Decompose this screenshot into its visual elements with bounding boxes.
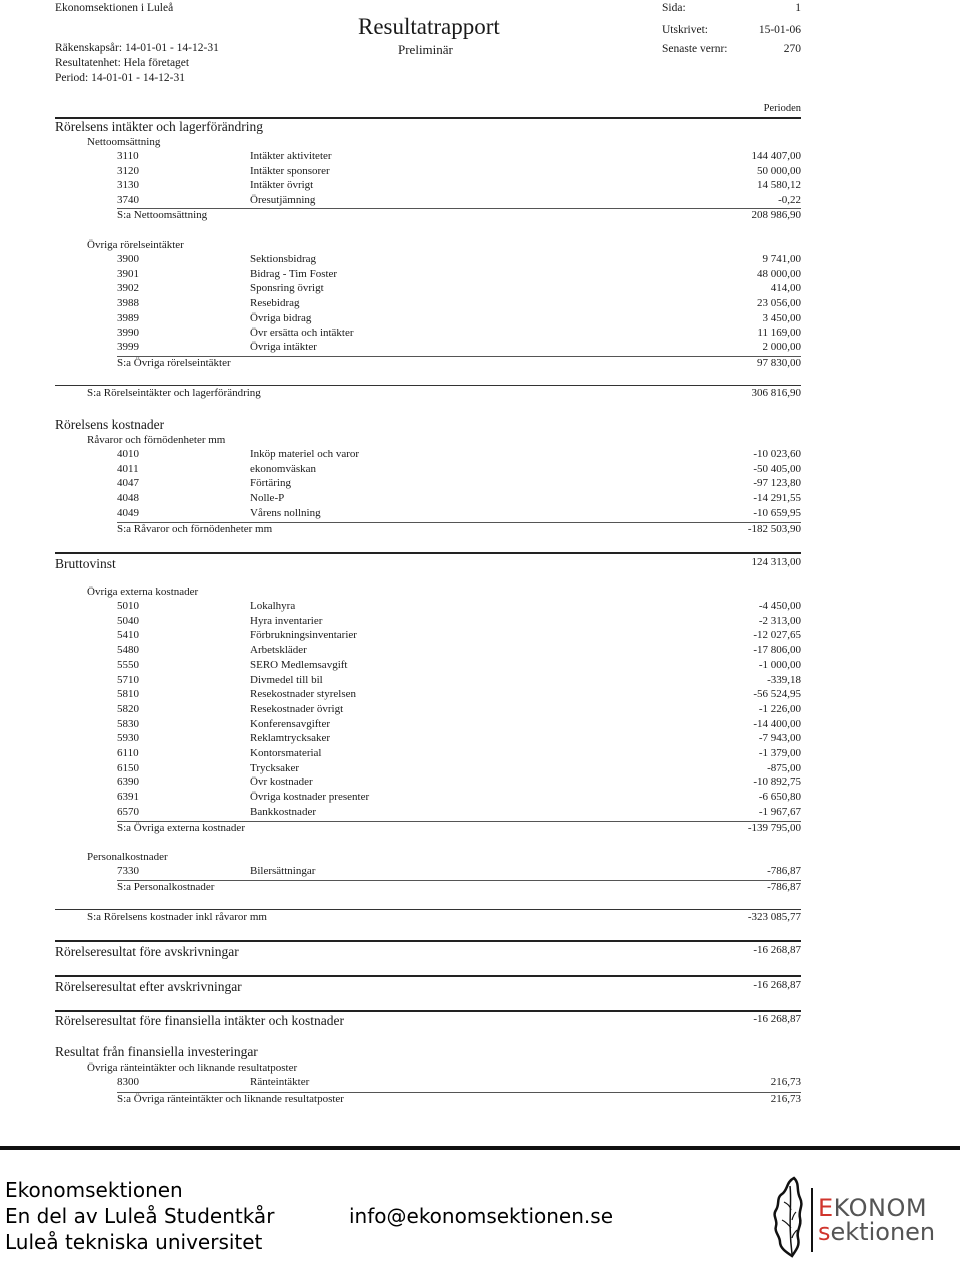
account-number: 6570 <box>117 805 139 818</box>
sum-amount: 216,73 <box>770 1093 801 1105</box>
result-rule <box>55 1010 801 1012</box>
account-amount: -14 400,00 <box>753 717 801 730</box>
account-row <box>0 448 960 463</box>
page-label: Sida: <box>662 2 686 14</box>
footer-org: Ekonomsektionen <box>5 1178 183 1202</box>
gross-row <box>0 556 960 571</box>
section-title: Rörelsens intäkter och lagerförändring <box>55 119 264 134</box>
account-number: 5410 <box>117 629 139 642</box>
section-sum-amount: -323 085,77 <box>747 911 801 923</box>
account-number: 5810 <box>117 688 139 701</box>
account-name: Divmedel till bil <box>250 673 323 686</box>
account-name: Öresutjämning <box>250 194 316 207</box>
account-name: Bilersättningar <box>250 865 316 877</box>
sum-row <box>0 209 960 224</box>
account-number: 5480 <box>117 644 139 657</box>
account-amount: 414,00 <box>770 282 801 295</box>
result-amount: -16 268,87 <box>753 944 801 956</box>
section-sum-rule <box>55 909 801 910</box>
account-number: 4011 <box>117 462 139 475</box>
gross-amount: 124 313,00 <box>751 556 801 568</box>
account-number: 3902 <box>117 282 139 295</box>
account-number: 3900 <box>117 253 139 265</box>
result-row <box>0 944 960 959</box>
footer <box>0 1150 960 1263</box>
result-label: Rörelseresultat efter avskrivningar <box>55 979 242 994</box>
account-row <box>0 312 960 327</box>
account-number: 5830 <box>117 717 139 730</box>
account-row <box>0 865 960 880</box>
footer-email[interactable]: info@ekonomsektionen.se <box>349 1204 613 1228</box>
account-amount: -50 405,00 <box>753 462 801 475</box>
printed-label: Utskrivet: <box>662 24 708 36</box>
account-row <box>0 629 960 644</box>
logo-letter-e: E <box>818 1194 834 1222</box>
account-amount: -786,87 <box>767 865 801 877</box>
account-name: Kontorsmaterial <box>250 747 322 759</box>
sum-amount: -182 503,90 <box>747 523 801 535</box>
account-row <box>0 477 960 492</box>
account-name: Intäkter sponsorer <box>250 164 330 177</box>
account-amount: -56 524,95 <box>753 688 801 701</box>
account-name: Arbetskläder <box>250 644 307 657</box>
account-number: 5010 <box>117 600 139 612</box>
account-name: Ränteintäkter <box>250 1076 310 1088</box>
account-name: Resebidrag <box>250 297 300 310</box>
logo-rest: ektionen <box>830 1218 936 1246</box>
account-number: 6390 <box>117 776 139 789</box>
report-subtitle: Preliminär <box>398 42 453 57</box>
logo-rest: KONOM <box>833 1194 928 1222</box>
account-row <box>0 507 960 522</box>
account-name: Bidrag - Tim Foster <box>250 267 338 280</box>
footer-affiliation: En del av Luleå Studentkår <box>5 1204 275 1228</box>
account-amount: -97 123,80 <box>753 477 801 490</box>
account-row <box>0 747 960 762</box>
account-name: Sponsring övrigt <box>250 282 324 295</box>
account-amount: -12 027,65 <box>753 629 801 642</box>
footer-university: Luleå tekniska universitet <box>5 1230 263 1254</box>
logo-letter-s: s <box>818 1218 831 1246</box>
group-title: Nettoomsättning <box>87 136 161 148</box>
account-name: Sektionsbidrag <box>250 253 316 265</box>
account-number: 4010 <box>117 448 139 460</box>
gross-rule <box>55 552 801 554</box>
account-amount: 11 169,00 <box>757 326 801 339</box>
account-row <box>0 179 960 194</box>
account-amount: -10 892,75 <box>753 776 801 789</box>
account-row <box>0 791 960 806</box>
account-amount: -1 000,00 <box>758 658 801 671</box>
account-amount: 50 000,00 <box>757 164 801 177</box>
account-name: Bankkostnader <box>250 805 316 818</box>
account-amount: -1 967,67 <box>758 805 801 818</box>
sum-amount: 208 986,90 <box>751 209 801 221</box>
section-sum-label: S:a Rörelsens kostnader inkl råvaror mm <box>87 911 267 923</box>
result-unit: Resultatenhet: Hela företaget <box>55 57 190 69</box>
account-number: 3901 <box>117 267 139 280</box>
account-name: Lokalhyra <box>250 600 296 612</box>
account-row <box>0 718 960 733</box>
account-number: 5930 <box>117 732 139 745</box>
account-row <box>0 703 960 718</box>
sum-amount: -139 795,00 <box>747 822 801 834</box>
account-row <box>0 615 960 630</box>
account-row <box>0 492 960 507</box>
account-number: 3110 <box>117 150 139 162</box>
sum-row <box>0 881 960 896</box>
result-label: Rörelseresultat före avskrivningar <box>55 944 239 959</box>
account-amount: -1 379,00 <box>758 747 801 759</box>
logo-wordmark-bottom <box>818 1218 935 1246</box>
account-row <box>0 659 960 674</box>
account-name: Övr kostnader <box>250 776 313 789</box>
result-rule <box>55 975 801 977</box>
result-rule <box>55 940 801 942</box>
account-number: 3989 <box>117 311 139 324</box>
account-amount: -1 226,00 <box>758 702 801 715</box>
account-amount: -10 659,95 <box>753 506 801 519</box>
account-name: Resekostnader övrigt <box>250 702 344 715</box>
fiscal-year: Räkenskapsår: 14-01-01 - 14-12-31 <box>55 42 219 54</box>
account-name: Övriga intäkter <box>250 341 317 354</box>
account-number: 7330 <box>117 865 139 877</box>
result-amount: -16 268,87 <box>753 979 801 991</box>
account-name: SERO Medlemsavgift <box>250 658 348 671</box>
account-number: 3999 <box>117 341 139 354</box>
account-number: 4049 <box>117 506 139 519</box>
account-row <box>0 282 960 297</box>
sum-amount: 97 830,00 <box>757 357 801 369</box>
report-title: Resultatrapport <box>358 14 500 39</box>
account-amount: -14 291,55 <box>753 492 801 505</box>
sum-label: S:a Nettoomsättning <box>117 209 208 221</box>
account-amount: -2 313,00 <box>758 614 801 627</box>
account-name: Övr ersätta och intäkter <box>250 326 354 339</box>
account-row <box>0 732 960 747</box>
account-amount: 216,73 <box>770 1076 801 1088</box>
result-row <box>0 1013 960 1028</box>
column-label: Perioden <box>763 103 801 114</box>
account-row <box>0 253 960 268</box>
account-amount: -6 650,80 <box>758 791 801 804</box>
account-number: 5710 <box>117 673 139 686</box>
account-row <box>0 688 960 703</box>
account-name: Förtäring <box>250 477 291 490</box>
account-amount: -10 023,60 <box>753 448 801 460</box>
account-row <box>0 806 960 821</box>
sum-row <box>0 357 960 372</box>
account-row <box>0 150 960 165</box>
voucher-value: 270 <box>783 43 801 55</box>
account-row <box>0 776 960 791</box>
group-title: Övriga rörelseintäkter <box>87 239 184 251</box>
account-number: 3988 <box>117 297 139 310</box>
account-row <box>0 674 960 689</box>
sum-label: S:a Övriga ränteintäkter och liknande resultatposter <box>117 1093 344 1105</box>
account-amount: -0,22 <box>778 194 801 207</box>
sum-label: S:a Övriga externa kostnader <box>117 822 245 834</box>
voucher-label: Senaste vernr: <box>662 43 728 55</box>
page-value: 1 <box>795 2 801 14</box>
sum-label: S:a Råvaror och förnödenheter mm <box>117 523 273 535</box>
result-label: Rörelseresultat före finansiella intäkter och kostnader <box>55 1013 345 1028</box>
sum-row <box>0 1093 960 1108</box>
account-number: 3120 <box>117 164 139 177</box>
account-row <box>0 1076 960 1091</box>
account-row <box>0 327 960 342</box>
account-amount: 3 450,00 <box>762 311 801 324</box>
account-number: 4047 <box>117 477 139 490</box>
section-sum-rule <box>55 385 801 386</box>
account-number: 3740 <box>117 194 139 207</box>
account-name: Konferensavgifter <box>250 717 331 730</box>
account-row <box>0 194 960 209</box>
account-amount: -875,00 <box>767 761 801 774</box>
account-row <box>0 341 960 356</box>
account-row <box>0 268 960 283</box>
account-row <box>0 165 960 180</box>
account-amount: 14 580,12 <box>757 179 801 192</box>
account-number: 3990 <box>117 326 139 339</box>
sum-label: S:a Övriga rörelseintäkter <box>117 357 231 369</box>
account-row <box>0 762 960 777</box>
account-number: 5550 <box>117 658 139 671</box>
account-row <box>0 297 960 312</box>
result-row <box>0 979 960 994</box>
account-name: Reklamtrycksaker <box>250 732 331 745</box>
account-row <box>0 644 960 659</box>
account-name: Förbrukningsinventarier <box>250 629 357 642</box>
account-name: Resekostnader styrelsen <box>250 688 356 701</box>
account-row <box>0 600 960 615</box>
sum-row <box>0 523 960 538</box>
account-amount: 48 000,00 <box>757 267 801 280</box>
account-name: Intäkter aktiviteter <box>250 150 332 162</box>
group-title: Övriga ränteintäkter och liknande resultatposter <box>87 1062 298 1074</box>
account-number: 6110 <box>117 747 139 759</box>
printed-value: 15-01-06 <box>758 24 801 36</box>
account-name: Inköp materiel och varor <box>250 448 360 460</box>
group-title: Råvaror och förnödenheter mm <box>87 434 226 446</box>
section-sum-amount: 306 816,90 <box>751 387 801 399</box>
sum-label: S:a Personalkostnader <box>117 881 215 893</box>
period: Period: 14-01-01 - 14-12-31 <box>55 72 185 84</box>
account-amount: -339,18 <box>767 673 801 686</box>
account-number: 5820 <box>117 702 139 715</box>
account-number: 6391 <box>117 791 139 804</box>
section-title: Resultat från finansiella investeringar <box>55 1044 258 1059</box>
account-name: Hyra inventarier <box>250 614 323 627</box>
account-name: Intäkter övrigt <box>250 179 314 192</box>
account-amount: 2 000,00 <box>762 341 801 354</box>
section-title: Rörelsens kostnader <box>55 417 165 432</box>
account-name: Trycksaker <box>250 761 300 774</box>
result-amount: -16 268,87 <box>753 1013 801 1025</box>
account-name: Övriga bidrag <box>250 311 312 324</box>
account-amount: 144 407,00 <box>751 150 801 162</box>
account-name: Nolle-P <box>250 492 285 505</box>
account-name: Övriga kostnader presenter <box>250 791 370 804</box>
org-name: Ekonomsektionen i Luleå <box>55 2 174 14</box>
account-name: ekonomväskan <box>250 462 316 475</box>
account-number: 4048 <box>117 492 139 505</box>
section-sum-label: S:a Rörelseintäkter och lagerförändring <box>87 387 261 399</box>
account-amount: -17 806,00 <box>753 644 801 657</box>
account-row <box>0 463 960 478</box>
sum-amount: -786,87 <box>767 881 801 893</box>
section-sum-row <box>0 387 960 402</box>
account-number: 8300 <box>117 1076 139 1088</box>
section-sum-row <box>0 911 960 926</box>
gross-label: Bruttovinst <box>55 556 116 571</box>
account-amount: -4 450,00 <box>758 600 801 612</box>
account-amount: 9 741,00 <box>762 253 801 265</box>
account-number: 5040 <box>117 614 139 627</box>
account-amount: 23 056,00 <box>757 297 801 310</box>
account-number: 6150 <box>117 761 139 774</box>
account-amount: -7 943,00 <box>758 732 801 745</box>
group-title: Personalkostnader <box>87 851 168 863</box>
account-number: 3130 <box>117 179 139 192</box>
group-title: Övriga externa kostnader <box>87 586 199 598</box>
sum-row <box>0 822 960 837</box>
account-name: Vårens nollning <box>250 506 321 519</box>
